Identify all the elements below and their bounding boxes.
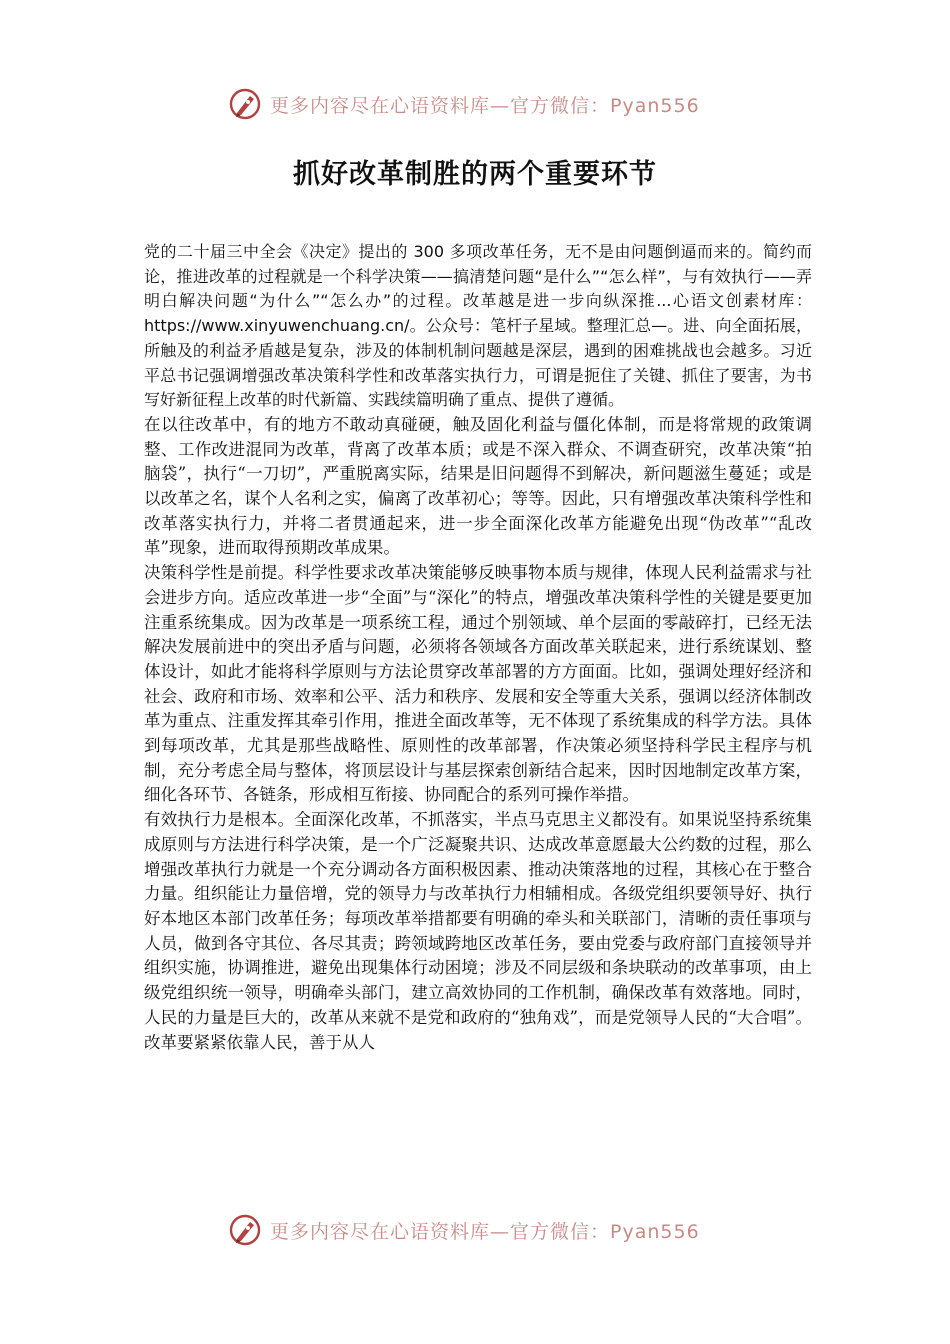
banner-text: 更多内容尽在心语资料库—官方微信：Pyan556 [270,94,700,117]
banner-text: 更多内容尽在心语资料库—官方微信：Pyan556 [270,1220,700,1243]
article-body [144,240,812,1055]
header-banner [228,84,728,124]
pen-logo-icon [228,1213,262,1247]
wechat-id: Pyan556 [610,94,700,117]
paragraph-intro: 党的二十届三中全会《决定》提出的 300 多项改革任务，无不是由问题倒逼而来的。简约而论，推进改革的过程就是一个科学决策——搞清楚问题“是什么”“怎么样”，与有效执行——弄明白解决问题“为什么”“怎么办”的过程。改革越是进一步向纵深推...心语文创素材库：https://www.xinyuwenchuang.cn/。公众号：笔杆子星域。整理汇总—。进、向全面拓展，所触及的利益矛盾越是复杂，涉及的体制机制问题越是深层，遇到的困难挑战也会越多。习近平总书记强调增强改革决策科学性和改革落实执行力，可谓是扼住了关键、抓住了要害，为书写好新征程上改革的时代新篇、实践续篇明确了重点、提供了遵循。 [144,242,812,410]
paragraph-2: 在以往改革中，有的地方不敢动真碰硬，触及固化利益与僵化体制，而是将常规的政策调整、工作改进混同为改革，背离了改革本质；或是不深入群众、不调查研究，改革决策“拍脑袋”，执行“一刀切”，严重脱离实际，结果是旧问题得不到解决，新问题滋生蔓延；或是以改革之名，谋个人名利之实，偏离了改革初心；等等。因此，只有增强改革决策科学性和改革落实执行力，并将二者贯通起来，进一步全面深化改革方能避免出现“伪改革”“乱改革”现象，进而取得预期改革成果。 [144,414,812,558]
paragraph-3: 决策科学性是前提。科学性要求改革决策能够反映事物本质与规律，体现人民利益需求与社会进步方向。适应改革进一步“全面”与“深化”的特点，增强改革决策科学性的关键是要更加注重系统集成。因为改革是一项系统工程，通过个别领域、单个层面的零敲碎打，已经无法解决发展前进中的突出矛盾与问题，必须将各领域各方面改革关联起来，进行系统谋划、整体设计，如此才能将科学原则与方法论贯穿改革部署的方方面面。比如，强调处理好经济和社会、政府和市场、效率和公平、活力和秩序、发展和安全等重大关系，强调以经济体制改革为重点、注重发挥其牵引作用，推进全面改革等，无不体现了系统集成的科学方法。具体到每项改革，尤其是那些战略性、原则性的改革部署，作决策必须坚持科学民主程序与机制，充分考虑全局与整体，将顶层设计与基层探索创新结合起来，因时因地制定改革方案，细化各环节、各链条，形成相互衔接、协同配合的系列可操作举措。 [144,563,812,805]
pen-logo-icon [228,87,262,121]
footer-banner [228,1210,728,1250]
paragraph-4: 有效执行力是根本。全面深化改革，不抓落实，半点马克思主义都没有。如果说坚持系统集成原则与方法进行科学决策，是一个广泛凝聚共识、达成改革意愿最大公约数的过程，那么增强改革执行力就是一个充分调动各方面积极因素、推动决策落地的过程，其核心在于整合力量。组织能让力量倍增，党的领导力与改革执行力相辅相成。各级党组织要领导好、执行好本地区本部门改革任务；每项改革举措都要有明确的牵头和关联部门，清晰的责任事项与人员，做到各守其位、各尽其责；跨领域跨地区改革任务，要由党委与政府部门直接领导并组织实施，协调推进，避免出现集体行动困境；涉及不同层级和条块联动的改革事项，由上级党组织统一领导，明确牵头部门，建立高效协同的工作机制，确保改革有效落地。同时，人民的力量是巨大的，改革从来就不是党和政府的“独角戏”，而是党领导人民的“大合唱”。改革要紧紧依靠人民，善于从人 [144,810,812,1052]
wechat-id: Pyan556 [610,1220,700,1243]
page-title: 抓好改革制胜的两个重要环节 [293,159,657,190]
